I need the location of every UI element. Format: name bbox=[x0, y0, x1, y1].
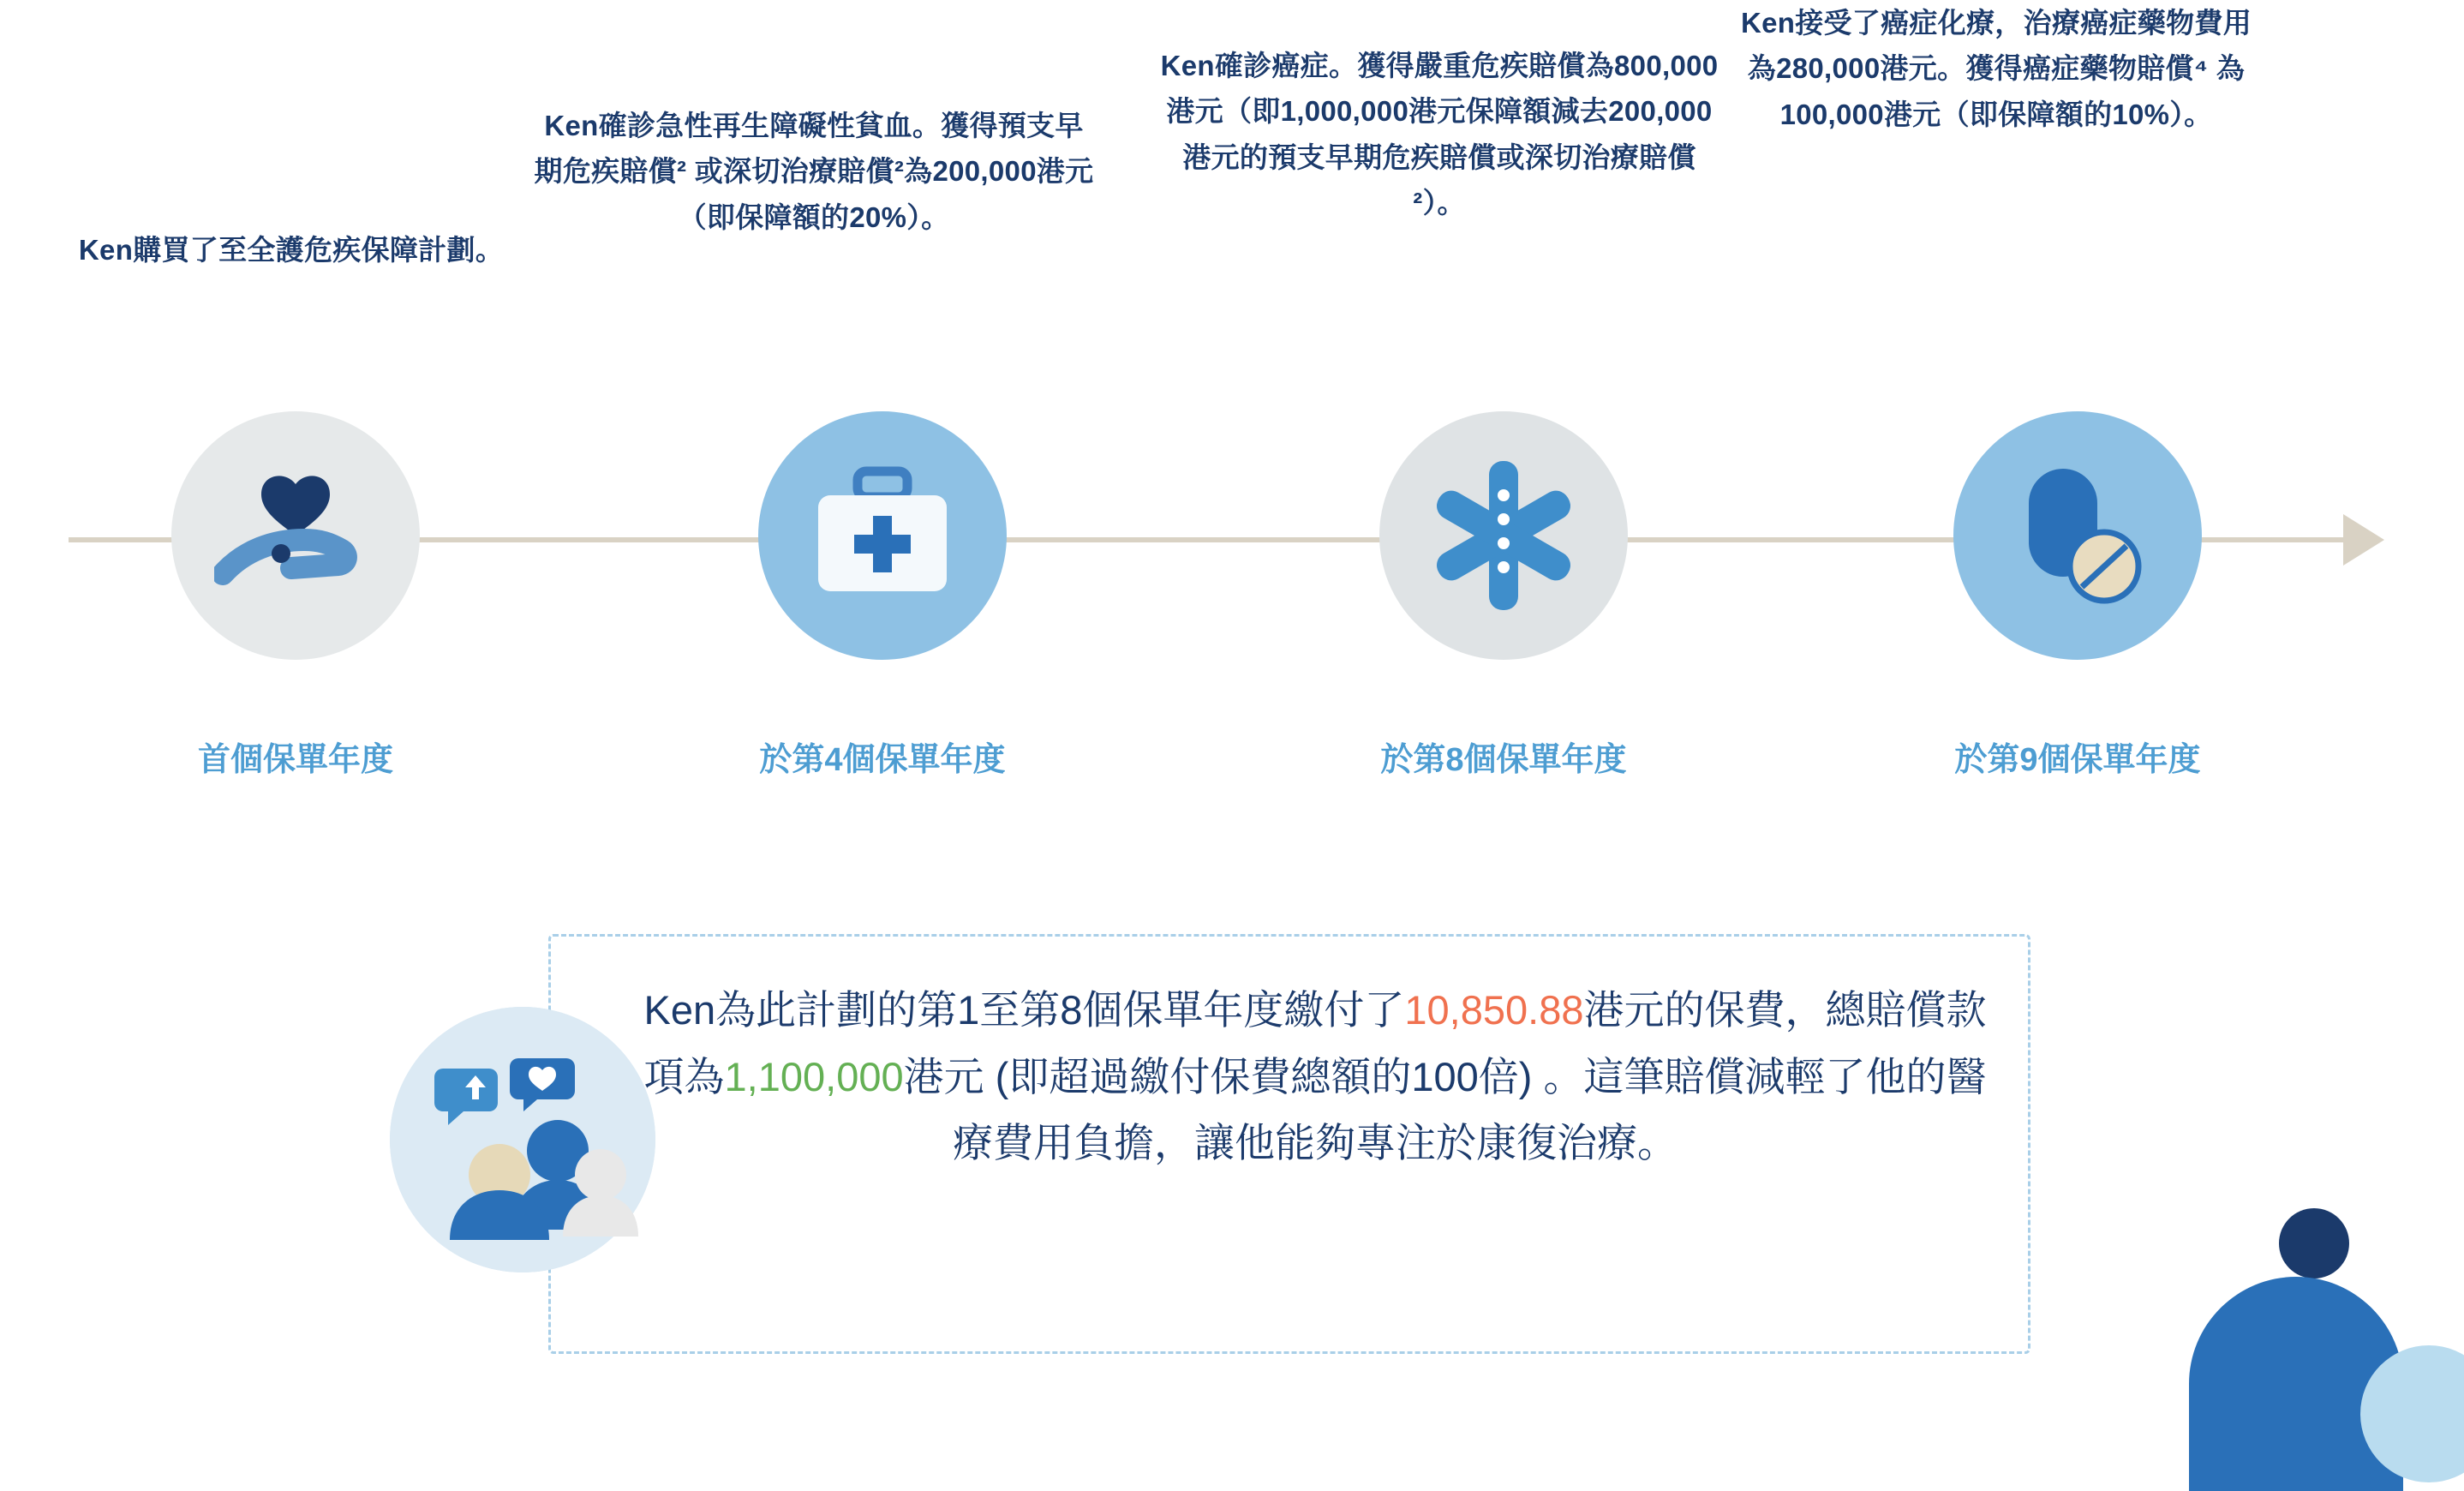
step-caption-4: Ken接受了癌症化療，治療癌症藥物費用為280,000港元。獲得癌症藥物賠償⁴ 為100,000港元（即保障額的10%）。 bbox=[1740, 7, 2252, 130]
summary-line2-suffix: 港元 (即超過繳付保費總額的100倍) 。這筆賠償減輕了他的醫療費用負擔，讓他能夠專注於康復治療。 bbox=[903, 1053, 1987, 1166]
claim-amount: 1,100,000 bbox=[724, 1053, 904, 1099]
first-aid-kit-icon bbox=[758, 411, 1007, 660]
pill-capsule-icon bbox=[1953, 411, 2202, 660]
summary-text bbox=[643, 977, 1988, 1177]
step-year-2: 於第4個保單年度 bbox=[759, 742, 1006, 778]
hand-heart-icon bbox=[171, 411, 420, 660]
step-caption-2: Ken確診急性再生障礙性貧血。獲得預支早期危疾賠償² 或深切治療賠償²為200,000港元（即保障額的20%）。 bbox=[534, 110, 1094, 233]
step-caption-1: Ken購買了至全護危疾保障計劃。 bbox=[78, 234, 505, 266]
summary-line1-prefix: Ken為此計劃的第1至第8個保單年度繳付了 bbox=[643, 987, 1405, 1033]
step-caption-3: Ken確診癌症。獲得嚴重危疾賠償為800,000港元（即1,000,000港元保障額減去200,000港元的預支早期危疾賠償或深切治療賠償²）。 bbox=[1160, 50, 1719, 219]
medical-star-of-life-icon bbox=[1379, 411, 1628, 660]
step-year-3: 於第8個保單年度 bbox=[1380, 742, 1627, 778]
summary-line2-prefix: 港元的保費，總賠償款項為 bbox=[643, 987, 1987, 1099]
step-year-1: 首個保單年度 bbox=[197, 742, 393, 778]
step-year-4: 於第9個保單年度 bbox=[1954, 742, 2201, 778]
timeline-arrow-head bbox=[2343, 514, 2384, 566]
decorative-head-icon bbox=[2279, 1208, 2349, 1278]
people-feedback-icon bbox=[390, 1007, 655, 1272]
premium-amount: 10,850.88 bbox=[1404, 987, 1584, 1033]
